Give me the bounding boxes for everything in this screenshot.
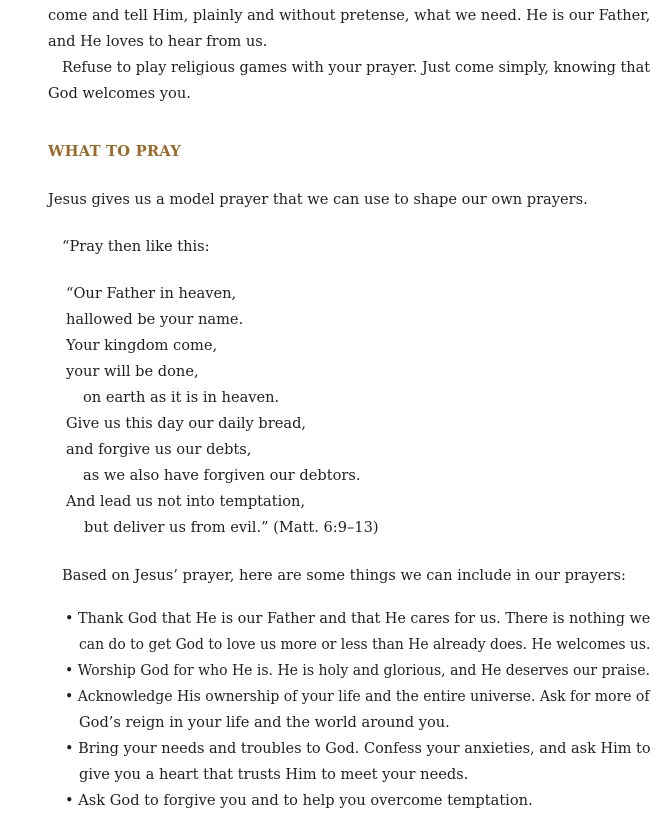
list-item: • Thank God that He is our Father and that He cares for us. There is nothing we [65, 610, 651, 627]
list-item: • Ask God to forgive you and to help you overcome temptation. [65, 792, 533, 809]
prayer-line: on earth as it is in heaven. [83, 389, 280, 406]
list-item: • Bring your needs and troubles to God. Confess your anxieties, and ask Him to [65, 740, 651, 757]
list-item-continuation: can do to get God to love us more or less than He already does. He welcomes us. [79, 636, 651, 653]
prayer-line: Give us this day our daily bread, [66, 415, 307, 432]
intro-line-3: Refuse to play religious games with your prayer. Just come simply, knowing that [62, 59, 651, 76]
list-item-continuation: God’s reign in your life and the world around you. [79, 714, 450, 731]
prayer-line: hallowed be your name. [66, 311, 244, 328]
list-item-continuation: give you a heart that trusts Him to meet your needs. [79, 766, 469, 783]
prayer-line: And lead us not into temptation, [66, 493, 306, 510]
prayer-line: your will be done, [66, 363, 199, 380]
based-on-text: Based on Jesus’ prayer, here are some things we can include in our prayers: [62, 567, 626, 584]
prayer-line: “Our Father in heaven, [66, 285, 237, 302]
intro-line-1: come and tell Him, plainly and without pretense, what we need. He is our Father, [48, 7, 651, 24]
prayer-line: Your kingdom come, [66, 337, 218, 354]
list-item: • Acknowledge His ownership of your life and the entire universe. Ask for more of [65, 688, 650, 705]
intro-line-4: God welcomes you. [48, 85, 191, 102]
list-item: • Worship God for who He is. He is holy and glorious, and He deserves our praise. [65, 662, 650, 679]
prayer-line: but deliver us from evil.” (Matt. 6:9–13) [84, 519, 379, 536]
section-lead: Jesus gives us a model prayer that we can use to shape our own prayers. [48, 191, 588, 208]
section-heading: WHAT TO PRAY [48, 143, 182, 160]
intro-line-2: and He loves to hear from us. [48, 33, 268, 50]
prayer-line: as we also have forgiven our debtors. [83, 467, 361, 484]
prayer-line: and forgive us our debts, [66, 441, 252, 458]
quote-intro: “Pray then like this: [62, 238, 210, 255]
